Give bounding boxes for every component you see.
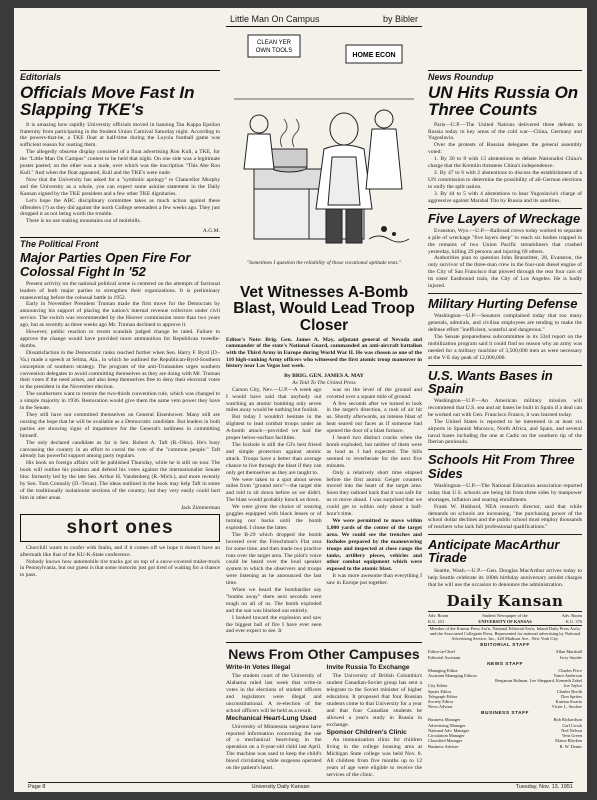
schools-headline: Schools Hit From Three Sides — [428, 452, 575, 481]
vet-paragraph: A few seconds after we turned to look in the target's direction, a rush of air hit us. Shortly afterwards, an intense blast of heat seared our faces as if someone had opened the door of a blast furnace. — [326, 400, 422, 435]
vet-byline: By BRIG. GEN. JAMES A. MAY — [284, 372, 364, 379]
staff-role: Classified Manager — [428, 738, 463, 744]
vet-wire: As Told To The United Press — [292, 379, 356, 386]
vet-paragraph: I looked toward the explosion and saw the biggest ball of fire I have ever seen and ever expect to see. It — [226, 614, 322, 635]
mac-headline: Anticipate MacArthur Tirade — [428, 537, 560, 566]
footer-page: Page 8 — [28, 784, 46, 790]
political-headline: Major Parties Open Fire For Colossal Fight In '52 — [20, 250, 191, 279]
campus-item-text: The student court of the University of Alabama ruled last week that write-in votes in the elections of student officers and legislators were illegal and unconstitutional. A re-election of the school officers will be held as a result. — [226, 673, 322, 714]
schools-body — [428, 483, 582, 531]
staff-person: R. W. Demis — [559, 743, 582, 749]
campus-item-text: University of Minnesota surgeons have reported information concerning the use of a mechanical heart-lung in the operation on a 6-year-old child last April. The machine was used to keep the child's blood circulating while surgeons operated on the patient's heart. — [226, 723, 322, 772]
spain-paragraph: The United States is reported to be interested in at least six airports in Spanish Morocco, North Africa, and Spain, and several naval bases including the one at Cadiz on the southern tip of the Iberian peninsula. — [428, 418, 582, 446]
political-paragraph: They still have not committed themselves on General Eisenhower. Many still are nursing the hope that he will be available as a Democratic candidate. But leaders in both parties are showing signs of impatience for the General's tardiness in committing himself. — [20, 411, 220, 439]
footer-date: Tuesday, Nov. 13, 1951 — [515, 784, 573, 790]
cartoon-sign-right: HOME ECON — [352, 52, 396, 59]
editorial-paragraph: The allegedly obscene display consisted of a float advertising Ron Kull, a TKE, for the "Little Man On Campus" contest to be held that night. On one side was a legitimate poster pasted; on the other was a nude, over which was the inscription "This Abe Ron Kull." And when the float appeared, Kull and the TKE's were nude. — [20, 149, 220, 176]
political-signature: Jack Zimmerman — [181, 504, 220, 511]
staff-row — [428, 655, 582, 660]
left-column — [20, 8, 220, 582]
vet-paragraph: When we heard the bombardier say "bombs away" there next seconds were tough on all of us. The bomb exploded and the sun was blacked out entirely. — [226, 587, 322, 614]
vet-body-col2 — [327, 387, 423, 636]
divider — [428, 365, 582, 366]
cartoon-author: by Bibler — [382, 14, 418, 24]
cartoon-header — [226, 8, 422, 27]
campus-col2 — [327, 664, 423, 779]
right-column — [428, 8, 582, 749]
vet-paragraph: We were given the choice of wearing goggles equipped with black lenses or of turning our backs until the bomb exploded. I chose the latter. — [226, 504, 322, 531]
editorial-paragraph: Let's hope the ABC disciplinary committee takes as much action against these offenders (?) as they did against the north College serenaders a few weeks ago. They just dropped it as not being worth the trouble. — [20, 197, 220, 218]
roundup-paragraph: Paris—U.P.—The United Nations delivered three defeats to Russia today in key areas of the cold war—China, Germany and Yugoslavia. — [428, 121, 582, 142]
wreckage-paragraph: Authorities plan to question John Branstitter, 28, Evanston, the only survivor of the three-man crew in the four-unit diesel engine of the City of San Francisco that plowed through the rear four cars of its sister Eastbound train, the City of Los Angeles. He is badly injured. — [428, 255, 582, 290]
masthead-right — [562, 613, 582, 623]
staff-role: Telegraph Editor — [428, 693, 458, 699]
staff-person: Vance Anderson — [553, 673, 582, 679]
vet-headline: Vet Witnesses A-Bomb Blast, Would Lead Troop Closer — [233, 284, 415, 334]
vet-paragraph: Carson City, Nev.—U.P.—A week ago I would have said that anybody out watching an atomic bombing only seven miles away would be nothing but foolish. — [226, 386, 322, 414]
masthead-info: Member of the Kansas Press Ass'n, National Editorial Ass'n, Inland Daily Press Ass'n, and the Associated Collegiate Press. Represented for national advertising by National Advertising Service, Inc., 420 Madison Ave., New York City. — [429, 625, 581, 642]
roundup-paragraph: Over the protests of Russian delegates the general assembly voted: — [428, 142, 582, 156]
spain-paragraph: Washington—U.P.—An American military mission will recommend that U.S. sea and air bases be built in Spain if a deal can be worked out with Gen. Francisco Franco, it was learned today. — [428, 398, 582, 418]
campus-item-title: Sponsor Children's Clinic — [326, 728, 407, 736]
cartoon-sign-left-line2: OWN TOOLS — [255, 48, 293, 54]
divider — [428, 293, 582, 294]
roundup-paragraph: 3. By 44 to 5 with 4 abstentions to hear Yugoslavia's charge of aggressive against Marshal Tito by Russia and its satellites. — [428, 190, 582, 204]
masthead-center-main: UNIVERSITY OF KANSAS — [478, 618, 532, 624]
campus-col1 — [226, 664, 322, 779]
masthead-left-top: Adv. Room — [428, 613, 449, 619]
editorial-body — [20, 122, 220, 226]
military-paragraph: The Senate preparedness subcommittee in its 33rd report on the mobilization program said it could find no reason why an army was needed for a military machine of 3,500,000 men as were necessary at the V-E day peak of 12,000,000. — [428, 333, 582, 361]
political-paragraph: Early in November President Truman made the first move for the Democrats by announcing his support of placing the nation's internal revenue collectors under civil service. The switch was recommended by the Hoover commission more than two years ago, but as recently as three weeks ago Mr. Truman declined to approve it. — [20, 301, 220, 329]
political-body — [20, 281, 220, 502]
masthead-title: Daily Kansan — [446, 592, 564, 611]
campus-item-text: The University of British Columbia's student Canadian-Soviet group has sent a telegram to the Soviet minister of higher education. It proposed that four Russian students come to that University for a year and that four Canadian students be allowed a year's study in Russia in exchange. — [326, 673, 422, 728]
masthead-left — [428, 613, 448, 623]
newspaper-page — [14, 8, 587, 792]
vet-body-col1 — [226, 387, 322, 636]
military-body — [428, 313, 582, 361]
cartoon-title: Little Man On Campus — [230, 14, 320, 24]
staff-person: Charles Booth — [556, 688, 582, 694]
short-ones-body — [20, 545, 220, 580]
staff-row — [428, 704, 582, 709]
vet-paragraph: Only a relatively short time elapsed before the first atomic Geiger counters moved into the heart of the target area. Soon they radioed back that it was safe for us to move ahead. I was surprised that we could get to within only about a half-hour's time. — [326, 469, 422, 518]
business-staff-title: BUSINESS STAFF — [481, 711, 529, 717]
roundup-kicker: News Roundup — [428, 70, 582, 82]
vet-paragraph: It was more awesome than everything I saw in Europe put together. — [326, 573, 422, 587]
editorial-paragraph: There is no use making mountains out of molehills. — [26, 218, 142, 225]
staff-person: Allan Marshall — [555, 649, 582, 655]
political-paragraph: Present activity on the national political scene is centered on the attempts of factional leaders of both major parties to strengthen their organizations. It is preliminary maneuvering before the colossal battle in 1952. — [20, 280, 220, 301]
political-paragraph: However, public reaction to recent scandals judged change be rated. Failure to approve the change would have provided more ammunition for Republican tweedle-dumbs. — [20, 329, 220, 349]
campus-item-text: An immunization clinic for children living in the college housing area at Michigan State college was held Nov. 8. All children from five months up to 12 years of age were eligible to receive the services of the clinic. — [326, 737, 422, 778]
staff-person: Don Sprites — [561, 693, 582, 699]
campus-item-title: Write-In Votes Illegal — [226, 664, 291, 672]
short-ones-paragraph: Nobody knows how automobile tire tracks got on top of a snow-covered trailer-truck in Pennsylvania, but our guess is that some motorist just got tired of waiting for a chance to pass. — [20, 558, 220, 579]
staff-role: Circulation Manager — [428, 733, 465, 739]
editorials-kicker: Editorials — [20, 70, 220, 82]
business-staff-list — [428, 717, 582, 748]
masthead-bar — [428, 611, 582, 625]
staff-person: Vern Green — [561, 733, 582, 739]
editorial-staff-list — [428, 649, 582, 659]
staff-role: National Adv. Manager — [428, 727, 470, 733]
staff-person: Benjamin Hulman, Lee Sheppard, Kenneth Zabel — [495, 678, 582, 684]
campus-item-title: Mechanical Heart-Lung Used — [226, 714, 317, 722]
divider — [428, 208, 582, 209]
masthead-right-top: Adv. Room — [561, 613, 582, 619]
campus-headline: News From Other Campuses — [226, 642, 422, 662]
staff-person: Ned Nelson — [561, 727, 582, 733]
military-paragraph: Washington—U.P.—Senators complained today that too many generals, admirals, and civilian employees are tending to make the defense effort "inefficient, wasteful and dangerous." — [428, 313, 582, 333]
editorial-headline: Officials Move Fast In Slapping TKE's — [20, 83, 195, 120]
political-kicker: The Political Front — [20, 237, 220, 249]
vet-body — [226, 387, 422, 639]
vet-paragraph: We were taken to a spot about seven miles from "ground zero"—the target site and told to sit down before us we didn't. The blast would probably knock us down. — [226, 476, 322, 504]
editorial-staff-title: EDITORIAL STAFF — [480, 643, 530, 649]
staff-person: Katrina Swartz — [555, 699, 582, 705]
roundup-headline: UN Hits Russia On Three Counts — [428, 83, 579, 120]
campus-item-title: Invite Russia To Exchange — [326, 664, 410, 672]
cartoon-illustration — [234, 29, 414, 259]
schools-paragraph: Frank W. Hubbard, NEA research director, said that while demands on schools are increasing, "the purchasing power of the school dollar declines and the public school must employ thousands of teachers who lack full professional qualifications." — [428, 503, 582, 531]
wreckage-paragraph: Evanston, Wyo.—U.P.—Railroad crews today worked to separate a pile of wreckage "five layers deep" to reach six bodies trapped in the remains of two Union Pacific streamliners that crashed yesterday, killing 29 persons and injuring 69 others. — [428, 227, 582, 255]
staff-role: Society Editor — [428, 699, 454, 705]
news-staff-title: NEWS STAFF — [487, 661, 523, 667]
editorial-signature: A.G.M. — [202, 228, 220, 235]
staff-role: Editor-in-Chief — [428, 649, 455, 655]
staff-person: Jerry Snyder — [559, 654, 582, 660]
page-footer — [28, 782, 573, 790]
staff-person: Charles Price — [558, 667, 582, 673]
masthead-right-num: K.U. 376 — [565, 618, 582, 624]
masthead-center — [478, 613, 531, 623]
mac-paragraph: Seattle, Wash.—U.P.—Gen. Douglas MacArthur arrives today to help Seattle celebrate its 100th birthday anniversary amidst charges that he will use the occasion to denounce the administration. — [428, 567, 582, 588]
short-ones-title: short ones — [20, 514, 220, 542]
cartoon-caption: "Sometimes I question the reliability of those vocational aptitude tests." — [246, 260, 402, 266]
masthead-left-num: K.U. 251 — [428, 618, 445, 624]
roundup-paragraph: 1. By 30 to 8 with 13 abstentions to debate Nationalist China's charge that the Kremlin threatens China's independence. — [428, 156, 582, 170]
military-headline: Military Hurting Defense — [428, 295, 578, 311]
divider — [428, 449, 582, 450]
vet-paragraph: The foxhole is still the GI's best friend and simple protection against atomic attack. Troops have a better than average chance to live through the blast if they can only get themselves as they are taught to. — [226, 442, 322, 476]
vet-paragraph: was on the level of the ground and covered over a square mile of ground. — [326, 386, 422, 400]
mac-body — [428, 568, 582, 589]
staff-role: Sports Editor — [428, 688, 452, 694]
staff-role: Business Manager — [428, 717, 461, 723]
vet-editor-note: Editor's Note: Brig. Gen. James A. May, adjutant general of Nevada and commander of the state's National Guard, commanded an anti-aircraft battalion with the Third Army in Europe during World War II. He was chosen as one of the 110 high-ranking Army officers who witnessed the first atomic troop maneuver in history near Las Vegas last week. — [226, 336, 422, 370]
middle-column — [226, 8, 422, 782]
editorial-paragraph: It is amazing how rapidly University officials moved in banning Tau Kappa Epsilon fraternity from participating in the Student Union Carnival Saturday night. According to the powers-that-be, a TKE float at half-time during the Loyola football game was sufficient reason for ousting them. — [20, 121, 220, 149]
spain-body — [428, 398, 582, 446]
wreckage-headline: Five Layers of Wreckage — [428, 210, 581, 226]
political-paragraph: The only declared candidate as far is Sen. Robert A. Taft (R.-Ohio). He's busy canvassing the country in an effort to corral the vote of the "common people." Taft already has powerful support among party regulars. — [20, 439, 220, 460]
vet-paragraph: But today I wouldn't hesitate in the slightest to lead combat troops under an A-bomb attack—provided we had the proper below-surface facilities. — [226, 414, 322, 442]
staff-role: Managing Editor — [428, 667, 458, 673]
wreckage-body — [428, 228, 582, 290]
news-staff-list — [428, 668, 582, 710]
staff-person: Bob Richardson — [553, 717, 582, 723]
staff-role: Advertising Manager — [428, 722, 466, 728]
schools-paragraph: Washington—U.P.—The National Education association reported today that U.S. schools are being hit from three sides by manpower shortages, inflation and soaring enrollments. — [428, 482, 582, 503]
political-paragraph: The southerners want to restore the two-thirds convention rule, which was changed to a simple majority in 1936. Restoration would give them the same veto power they have in the Senate. — [20, 391, 220, 412]
political-paragraph: Dissatisfaction in the Democratic ranks reached further when Sen. Harry F. Byrd (D.-Va.) made a speech at Selma, Ala., in which he outlined the Republican-Byrd-Southern conception of southern strategy. The program of the anti-Trumanites urges southern convention delegates to avoid committing themselves as they are doing with Mr. Truman their votes if the need arises, and also keep themselves free to deny their electoral votes to the president in the November election. — [20, 349, 220, 391]
spain-headline: U.S. Wants Bases in Spain — [428, 367, 553, 396]
vet-paragraph: The B-29 which dropped the bomb hovered over the Frenchman's Flat area for some time, and then made two practice runs over the target area. The pilot's voice could be heard over the loud speaker system to which the observers and troops were listening as he announced the last time. — [226, 531, 322, 587]
editorial-paragraph: Now that the University has asked for a "symbolic apology" to Chancellor Murphy and the University as a whole, you can expect some asinine statement in the Daily Kansan signed by the TKE president and a few other TKE dignitaries. — [20, 176, 220, 197]
staff-role: Business Adviser — [428, 743, 459, 749]
campus-body — [226, 664, 422, 782]
vet-paragraph: We were permitted to move within 1,000 yards of the center of the target area. We could see the trenches and foxholes prepared by the maneuvering troops and inspected at close range the tanks, artillery pieces, vehicles and other combat equipment which were exposed to the atomic blast. — [326, 517, 422, 573]
staff-person: Elaine Blacken — [555, 738, 582, 744]
staff-role: Assistant Managing Editors — [428, 673, 477, 679]
cartoon-sign-left-line1: CLEAN YER — [257, 40, 291, 46]
staff-person: Joe Taylor — [563, 683, 582, 689]
roundup-body — [428, 122, 582, 205]
political-paragraph: His book on foreign affairs will be published Thursday, while he is still on tour. The book will outline his position and defend his votes against the internationalist Senate bloc formerly led by the late Sen. Arthur H. Vandenberg (R.-Mich.), and more recently by Sen. Tom Connally (D.-Texas). The ideas outlined in the book may help Taft in some of the traditionally isolationist sections of the country, but they very easily could hurt him in other areas. — [20, 460, 220, 501]
short-ones-paragraph: Churchill wants to confer with Stalin, and if it comes off we hope it doesn't have an aftermath like that of the KU-K-State conference. — [20, 544, 220, 558]
vet-paragraph: I heard two distinct cracks when the bomb exploded, but neither of them were as loud as I had expected. The hills seemed to reverberate for the next five minutes. — [326, 435, 422, 469]
staff-person: Victor L. Stocker — [551, 704, 582, 710]
staff-role: City Editor — [428, 683, 448, 689]
masthead-center-top: Student Newspaper of the — [482, 613, 528, 619]
staff-role: News Adviser — [428, 704, 453, 710]
divider — [428, 534, 582, 535]
roundup-paragraph: 2. By 47 to 6 with 2 abstentions to discuss the establishment of a UN commission to determine the possibility of all-German elections to unify the split nation. — [428, 170, 582, 190]
staff-row — [428, 744, 582, 749]
staff-person: Carl Crook — [562, 722, 582, 728]
staff-role: Editorial Assistant — [428, 654, 461, 660]
footer-paper: University Daily Kansan — [251, 784, 310, 790]
